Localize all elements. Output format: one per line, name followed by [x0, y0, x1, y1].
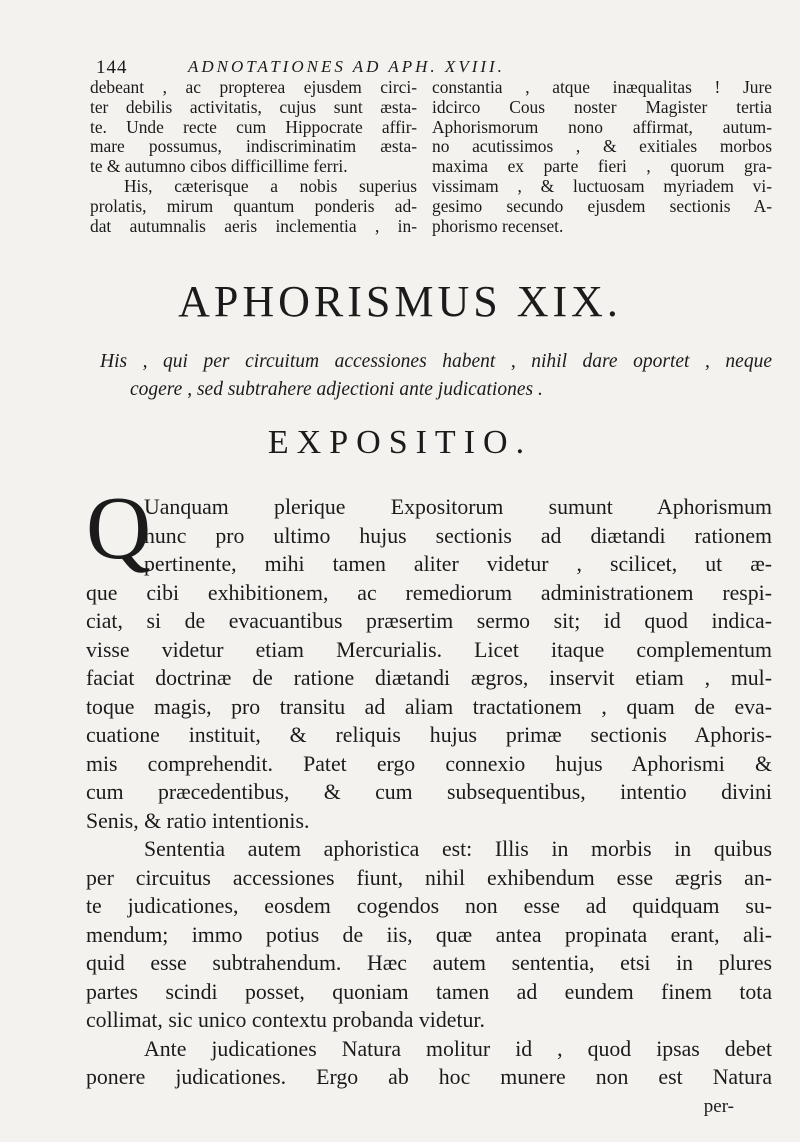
aphorism-line: cogere , sed subtrahere adjectioni ante judicationes .	[130, 379, 543, 400]
text-line: prolatis, mirum quantum ponderis ad-	[90, 195, 417, 216]
exposition-body	[86, 493, 772, 1092]
text-line: faciat doctrinæ de ratione diætandi ægros, inservit etiam , mul-	[86, 666, 772, 690]
text-line: His, cæterisque a nobis superius	[124, 175, 417, 196]
text-line: debeant , ac propterea ejusdem circi-	[90, 77, 417, 97]
running-title: ADNOTATIONES AD APH. XVIII.	[188, 57, 505, 76]
text-line: te judicationes, eosdem cogendos non esse ad quidquam su-	[86, 894, 772, 918]
text-line: te. Unde recte cum Hippocrate affir-	[90, 116, 417, 137]
text-line: que cibi exhibitionem, ac remediorum administrationem respi-	[86, 580, 772, 605]
text-line: collimat, sic unico contextu probanda videtur.	[86, 1008, 485, 1032]
text-line: Sententia autem aphoristica est: Illis in morbis in quibus	[144, 837, 772, 861]
text-line: dat autumnalis aeris inclementia , in-	[90, 215, 417, 236]
text-line: ponere judicationes. Ergo ab hoc munere non est Natura	[86, 1065, 772, 1089]
text-line: ter debilis activitatis, cujus sunt æsta-	[90, 96, 417, 117]
page-number: 144	[96, 57, 128, 78]
text-line: toque magis, pro transitu ad aliam tractationem , quam de eva-	[86, 694, 772, 719]
text-line: Aphorismorum nono affirmat, autum-	[432, 116, 772, 137]
aphorism-title: APHORISMUS XIX.	[178, 277, 622, 326]
aphorism-text	[100, 348, 772, 404]
right-column	[432, 78, 772, 236]
catchword: per-	[703, 1096, 734, 1117]
text-line: Senis, & ratio intentionis.	[86, 808, 310, 833]
text-line: te & autumno cibos difficillime ferri.	[90, 156, 348, 177]
text-line: partes scindi posset, quoniam tamen ad eundem finem tota	[86, 979, 772, 1004]
text-line: mare possumus, indiscriminatim æsta-	[90, 136, 417, 157]
text-line: cum præcedentibus, & cum subsequentibus, intentio divini	[86, 780, 772, 804]
text-line: quid esse subtrahendum. Hæc autem sententia, etsi in plures	[86, 951, 772, 975]
left-column	[90, 78, 417, 236]
text-line: maxima ex parte fieri , quorum gra-	[432, 156, 772, 177]
text-line: gesimo secundo ejusdem sectionis A-	[432, 195, 772, 216]
text-line: Uanquam plerique Expositorum sumunt Aphorismum	[144, 495, 772, 519]
text-line: per circuitus accessiones fiunt, nihil exhibendum esse ægris an-	[86, 865, 772, 890]
text-line: cuatione instituit, & reliquis hujus primæ sectionis Aphoris-	[86, 723, 772, 747]
drop-cap: Q	[86, 479, 151, 578]
text-line: no acutissimos , & exitiales morbos	[432, 136, 772, 157]
text-line: idcirco Cous noster Magister tertia	[432, 96, 772, 117]
text-line: mendum; immo potius de iis, quæ antea propinata erant, ali-	[86, 922, 772, 947]
text-line: mis comprehendit. Patet ergo connexio hujus Aphorismi &	[86, 751, 772, 776]
text-line: phorismo recenset.	[432, 215, 564, 236]
text-line: ciat, si de evacuantibus præsertim sermo sit; id quod indica-	[86, 609, 772, 633]
text-line: constantia , atque inæqualitas ! Jure	[432, 77, 772, 97]
text-line: pertinente, mihi tamen aliter videtur , scilicet, ut æ-	[144, 552, 772, 576]
text-line: vissimam , & luctuosam myriadem vi-	[432, 175, 772, 196]
text-line: visse videtur etiam Mercurialis. Licet itaque complementum	[86, 637, 772, 662]
exposition-title: EXPOSITIO.	[267, 424, 533, 461]
text-line: Ante judicationes Natura molitur id , quod ipsas debet	[144, 1036, 772, 1061]
aphorism-line: His , qui per circuitum accessiones habent , nihil dare oportet , neque	[100, 351, 772, 372]
text-line: hunc pro ultimo hujus sectionis ad diætandi rationem	[144, 523, 772, 548]
